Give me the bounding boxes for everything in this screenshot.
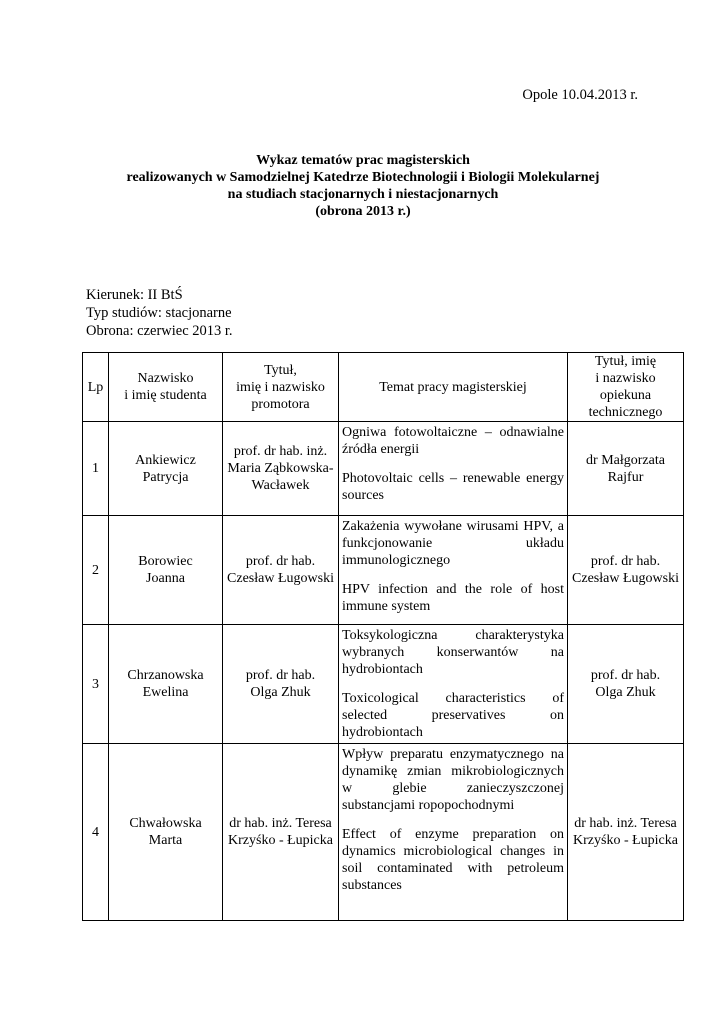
cell-opiekun: dr hab. inż. Teresa Krzyśko - Łupicka — [568, 744, 684, 921]
thesis-table — [82, 352, 684, 921]
field-of-study: Kierunek: II BtŚ — [86, 287, 183, 303]
header-promotor: Tytuł, imię i nazwisko promotora — [223, 353, 339, 422]
cell-topic — [339, 625, 568, 744]
document-title — [80, 152, 646, 220]
cell-topic — [339, 516, 568, 625]
cell-topic — [339, 744, 568, 921]
cell-lp: 3 — [83, 625, 109, 744]
document-date: Opole 10.04.2013 r. — [522, 87, 638, 103]
header-lp: Lp — [83, 353, 109, 422]
topic-english: Effect of enzyme preparation on dynamics microbiological changes in soil contaminated with petroleum substances — [342, 827, 564, 893]
table-row — [83, 516, 684, 625]
table-row — [83, 422, 684, 516]
cell-promotor: prof. dr hab. inż. Maria Ząbkowska- Wacławek — [223, 422, 339, 516]
title-line: realizowanych w Samodzielnej Katedrze Biotechnologii i Biologii Molekularnej — [126, 170, 600, 185]
topic-english: HPV infection and the role of host immune system — [342, 582, 564, 614]
topic-polish: Wpływ preparatu enzymatycznego na dynamikę zmian mikrobiologicznych w glebie zanieczyszczonej substancjami ropopochodnymi — [342, 747, 564, 813]
title-line: Wykaz tematów prac magisterskich — [256, 153, 470, 168]
header-opiekun: Tytuł, imię i nazwisko opiekuna technicznego — [568, 353, 684, 422]
cell-student: Chrzanowska Ewelina — [109, 625, 223, 744]
study-meta — [86, 286, 233, 340]
topic-english: Photovoltaic cells – renewable energy sources — [342, 471, 564, 503]
header-topic: Temat pracy magisterskiej — [339, 353, 568, 422]
study-type: Typ studiów: stacjonarne — [86, 305, 232, 321]
header-student: Nazwisko i imię studenta — [109, 353, 223, 422]
cell-lp: 1 — [83, 422, 109, 516]
cell-promotor: prof. dr hab. Czesław Ługowski — [223, 516, 339, 625]
table-row — [83, 625, 684, 744]
cell-lp: 2 — [83, 516, 109, 625]
cell-promotor: prof. dr hab. Olga Zhuk — [223, 625, 339, 744]
title-line: na studiach stacjonarnych i niestacjonarnych — [227, 187, 499, 202]
table-header-row — [83, 353, 684, 422]
cell-opiekun: dr Małgorzata Rajfur — [568, 422, 684, 516]
cell-student: Chwałowska Marta — [109, 744, 223, 921]
title-line: (obrona 2013 r.) — [315, 204, 411, 219]
cell-promotor: dr hab. inż. Teresa Krzyśko - Łupicka — [223, 744, 339, 921]
cell-lp: 4 — [83, 744, 109, 921]
cell-opiekun: prof. dr hab. Czesław Ługowski — [568, 516, 684, 625]
topic-polish: Toksykologiczna charakterystyka wybranych konserwantów na hydrobiontach — [342, 628, 564, 677]
table-row — [83, 744, 684, 921]
topic-english: Toxicological characteristics of selected preservatives on hydrobiontach — [342, 691, 564, 740]
cell-student: Borowiec Joanna — [109, 516, 223, 625]
topic-polish: Ogniwa fotowoltaiczne – odnawialne źródła energii — [342, 425, 564, 457]
topic-polish: Zakażenia wywołane wirusami HPV, a funkcjonowanie układu immunologicznego — [342, 519, 564, 568]
cell-opiekun: prof. dr hab. Olga Zhuk — [568, 625, 684, 744]
cell-topic — [339, 422, 568, 516]
cell-student: Ankiewicz Patrycja — [109, 422, 223, 516]
defense-date: Obrona: czerwiec 2013 r. — [86, 323, 233, 339]
